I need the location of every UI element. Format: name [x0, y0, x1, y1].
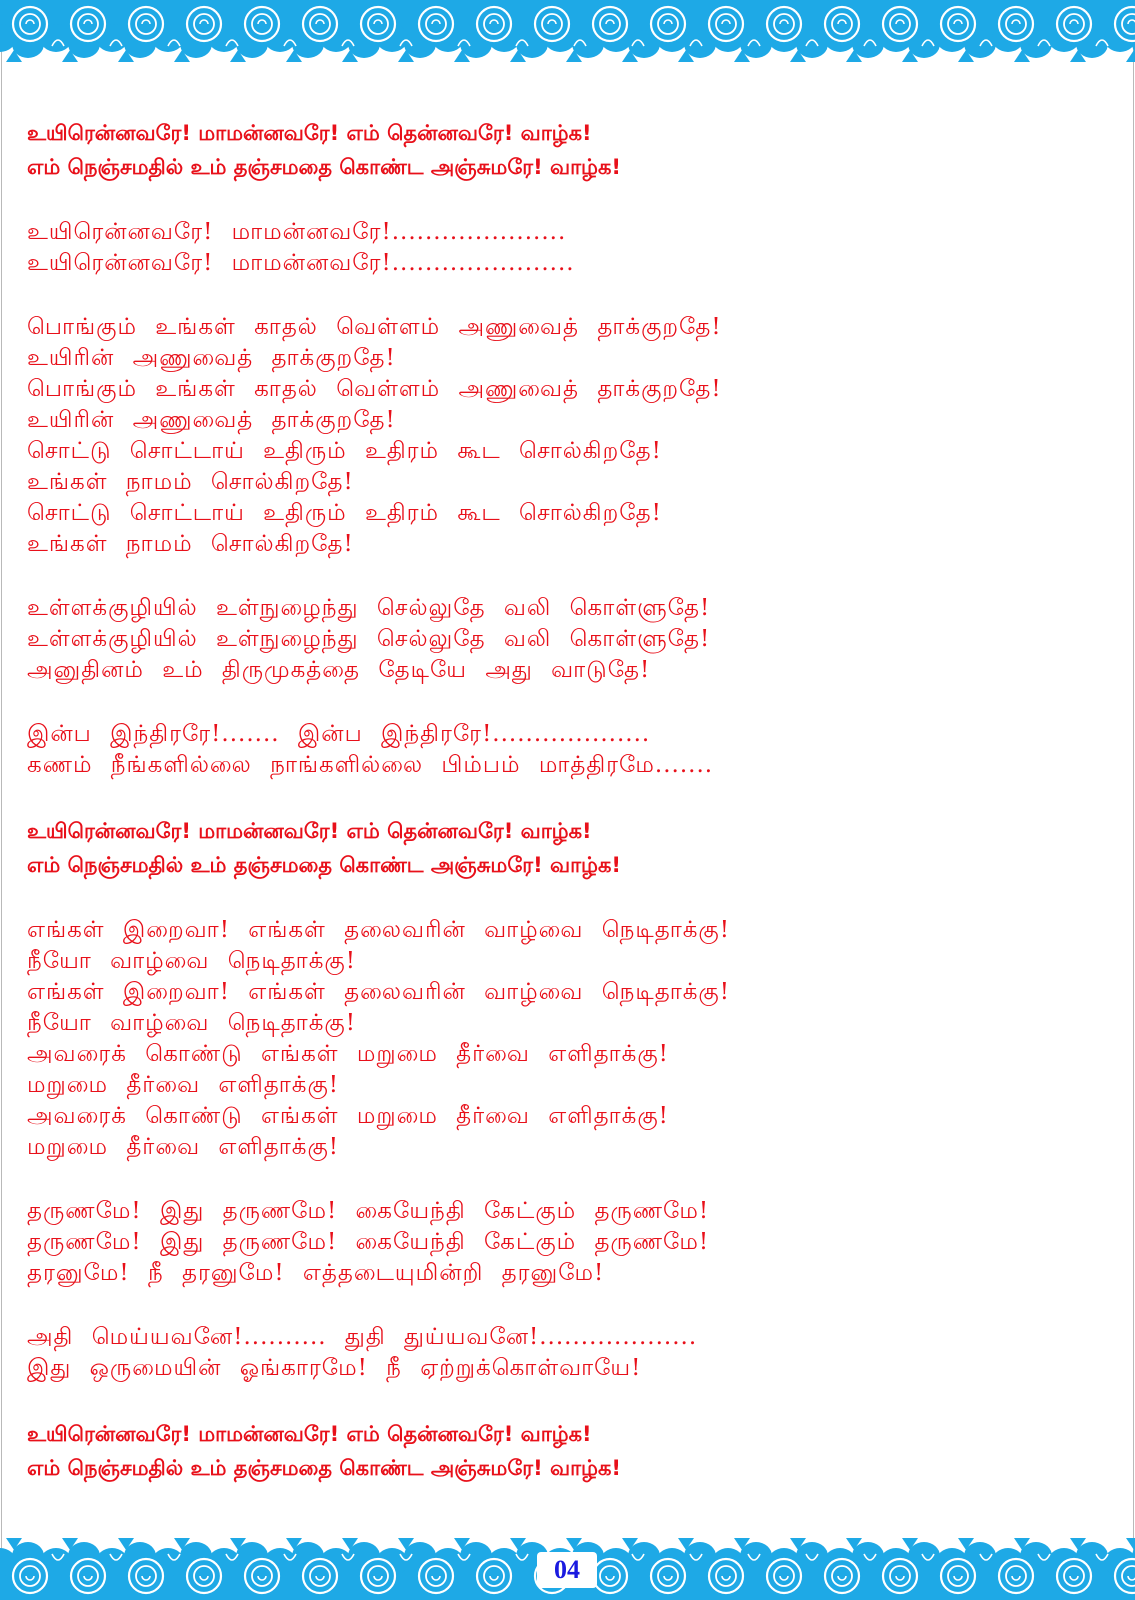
lyric-line: உயிரென்னவரே! மாமன்னவரே! எம் தென்னவரே! வாழ்க! [27, 1422, 592, 1446]
lyric-line: உயிரென்னவரே! மாமன்னவரே! எம் தென்னவரே! வாழ்க! [27, 819, 592, 843]
lyric-line: உயிரின் அணுவைத் தாக்குறதே! [27, 345, 396, 371]
lyric-line: உள்ளக்குழியில் உள்நுழைந்து செல்லுதே வலி கொள்ளுதே! [27, 595, 711, 621]
lyric-line: உள்ளக்குழியில் உள்நுழைந்து செல்லுதே வலி கொள்ளுதே! [27, 626, 711, 652]
lyric-line: எம் நெஞ்சமதில் உம் தஞ்சமதை கொண்ட அஞ்சுமரே! வாழ்க! [27, 1456, 621, 1480]
chorus-stanza [27, 1417, 1107, 1485]
verse-stanza [27, 593, 1107, 686]
lyric-line: எம் நெஞ்சமதில் உம் தஞ்சமதை கொண்ட அஞ்சுமரே! வாழ்க! [27, 155, 621, 179]
lyric-line: தருணமே! இது தருணமே! கையேந்தி கேட்கும் தருணமே! [27, 1198, 710, 1224]
lyric-line: அதி மெய்யவனே!.......... துதி துய்யவனே!................... [27, 1324, 698, 1350]
lyric-line: கணம் நீங்களில்லை நாங்களில்லை பிம்பம் மாத்திரமே....... [27, 752, 714, 778]
verse-stanza [27, 1322, 1107, 1384]
lyric-line: அனுதினம் உம் திருமுகத்தை தேடியே அது வாடுதே! [27, 657, 651, 683]
lyric-line: உங்கள் நாமம் சொல்கிறதே! [27, 531, 354, 557]
lyric-line: எங்கள் இறைவா! எங்கள் தலைவரின் வாழ்வை நெடிதாக்கு! [27, 979, 730, 1005]
lyric-line: அவரைக் கொண்டு எங்கள் மறுமை தீர்வை எளிதாக்கு! [27, 1103, 669, 1129]
page-number: 04 [537, 1552, 597, 1588]
lyric-line: சொட்டு சொட்டாய் உதிரும் உதிரம் கூட சொல்கிறதே! [27, 500, 662, 526]
lyrics-body [27, 116, 1107, 1485]
chorus-stanza [27, 814, 1107, 882]
lyric-line: இன்ப இந்திரரே!....... இன்ப இந்திரரே!................... [27, 721, 651, 747]
lyric-line: இது ஒருமையின் ஓங்காரமே! நீ ஏற்றுக்கொள்வாயே! [27, 1355, 642, 1381]
verse-stanza [27, 217, 1107, 279]
lyric-line: சொட்டு சொட்டாய் உதிரும் உதிரம் கூட சொல்கிறதே! [27, 438, 662, 464]
lyric-line: அவரைக் கொண்டு எங்கள் மறுமை தீர்வை எளிதாக்கு! [27, 1041, 669, 1067]
lyric-line: மறுமை தீர்வை எளிதாக்கு! [27, 1134, 340, 1160]
lyric-line: தருணமே! இது தருணமே! கையேந்தி கேட்கும் தருணமே! [27, 1229, 710, 1255]
lyric-line: உயிரென்னவரே! மாமன்னவரே!..................... [27, 219, 567, 245]
lyric-line: நீயோ வாழ்வை நெடிதாக்கு! [27, 1010, 356, 1036]
lyric-line: உங்கள் நாமம் சொல்கிறதே! [27, 469, 354, 495]
verse-stanza [27, 915, 1107, 1163]
lyric-line: எம் நெஞ்சமதில் உம் தஞ்சமதை கொண்ட அஞ்சுமரே! வாழ்க! [27, 853, 621, 877]
lyric-line: தரனுமே! நீ தரனுமே! எத்தடையுமின்றி தரனுமே! [27, 1260, 605, 1286]
top-floral-border [0, 0, 1135, 64]
verse-stanza [27, 1196, 1107, 1289]
verse-stanza [27, 312, 1107, 560]
lyric-line: உயிரென்னவரே! மாமன்னவரே!...................... [27, 250, 575, 276]
lyric-line: உயிரின் அணுவைத் தாக்குறதே! [27, 407, 396, 433]
lyric-line: பொங்கும் உங்கள் காதல் வெள்ளம் அணுவைத் தாக்குறதே! [27, 376, 722, 402]
lyric-line: பொங்கும் உங்கள் காதல் வெள்ளம் அணுவைத் தாக்குறதே! [27, 314, 722, 340]
chorus-stanza [27, 116, 1107, 184]
lyric-line: உயிரென்னவரே! மாமன்னவரே! எம் தென்னவரே! வாழ்க! [27, 121, 592, 145]
lyric-line: மறுமை தீர்வை எளிதாக்கு! [27, 1072, 340, 1098]
lyric-line: எங்கள் இறைவா! எங்கள் தலைவரின் வாழ்வை நெடிதாக்கு! [27, 917, 730, 943]
verse-stanza [27, 719, 1107, 781]
floral-border-graphic [0, 0, 1135, 64]
lyric-line: நீயோ வாழ்வை நெடிதாக்கு! [27, 948, 356, 974]
